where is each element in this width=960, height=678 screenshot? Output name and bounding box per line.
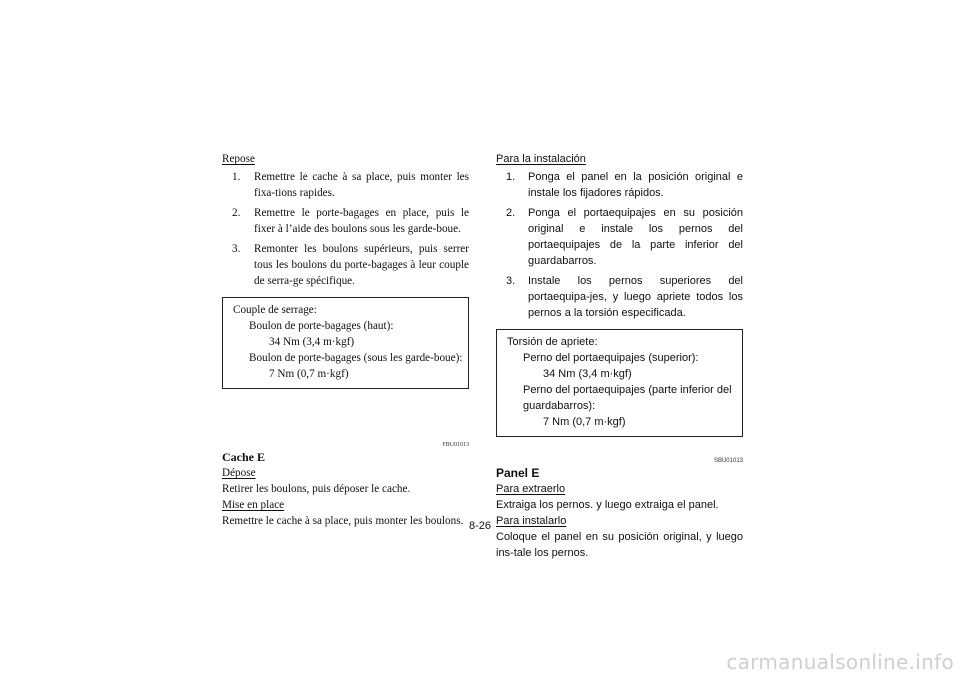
spec-value: 34 Nm (3,4 m·kgf) bbox=[543, 368, 632, 380]
spanish-steps bbox=[496, 169, 743, 321]
spanish-install-heading: Para la instalación bbox=[496, 153, 586, 165]
section-title: Cache E bbox=[222, 450, 265, 464]
french-column bbox=[222, 151, 469, 529]
removal-text: Retirer les boulons, puis déposer le cache. bbox=[222, 483, 411, 495]
list-item: 3. Remonter les boulons supérieurs, puis serrer tous les boulons du porte-bagages à leur couple de serra-ge spécifique. bbox=[232, 243, 469, 287]
spec-value: 34 Nm (3,4 m·kgf) bbox=[269, 336, 355, 348]
french-steps bbox=[222, 169, 469, 289]
french-torque-spec-box bbox=[222, 297, 469, 389]
install-heading: Para instalarlo bbox=[496, 515, 567, 527]
spec-item: Perno del portaequipajes (parte inferior del guardabarros): bbox=[523, 384, 732, 412]
spanish-torque-spec-box bbox=[496, 329, 743, 437]
page-number: 8-26 bbox=[468, 520, 492, 532]
list-item: 1. Ponga el panel en la posición original e instale los fijadores rápidos. bbox=[506, 171, 743, 199]
install-heading: Mise en place bbox=[222, 499, 285, 511]
list-item: 1. Remettre le cache à sa place, puis monter les fixa-tions rapides. bbox=[232, 171, 469, 199]
spec-value: 7 Nm (0,7 m·kgf) bbox=[543, 416, 626, 428]
watermark: carmanualsonline.info bbox=[726, 650, 954, 674]
spec-item: Boulon de porte-bagages (haut): bbox=[249, 320, 394, 332]
list-item: 2. Remettre le porte-bagages en place, puis le fixer à l’aide des boulons sous les garde-boue. bbox=[232, 207, 469, 235]
list-item: 3. Instale los pernos superiores del portaequipa-jes, y luego apriete todos los pernos a la torsión especificada. bbox=[506, 275, 743, 319]
section-title: Panel E bbox=[496, 466, 540, 480]
reference-code: SBU01013 bbox=[713, 458, 743, 464]
removal-heading: Dépose bbox=[222, 467, 256, 479]
spec-title: Couple de serrage: bbox=[233, 304, 317, 316]
french-install-heading: Repose bbox=[222, 153, 255, 165]
install-text: Coloque el panel en su posición original, y luego ins-tale los pernos. bbox=[496, 531, 743, 559]
list-item: 2. Ponga el portaequipajes en su posición original e instale los pernos del portaequipajes de la parte inferior del guardabarros. bbox=[506, 207, 743, 267]
spec-item: Perno del portaequipajes (superior): bbox=[523, 352, 699, 364]
spanish-column bbox=[496, 151, 743, 561]
removal-heading: Para extraerlo bbox=[496, 483, 566, 495]
spec-item: Boulon de porte-bagages (sous les garde-boue): bbox=[249, 352, 463, 364]
removal-text: Extraiga los pernos. y luego extraiga el panel. bbox=[496, 499, 719, 511]
spec-title: Torsión de apriete: bbox=[507, 336, 598, 348]
spec-value: 7 Nm (0,7 m·kgf) bbox=[269, 368, 349, 380]
install-text: Remettre le cache à sa place, puis monter les boulons. bbox=[222, 515, 464, 527]
reference-code: FBU01013 bbox=[442, 442, 469, 448]
